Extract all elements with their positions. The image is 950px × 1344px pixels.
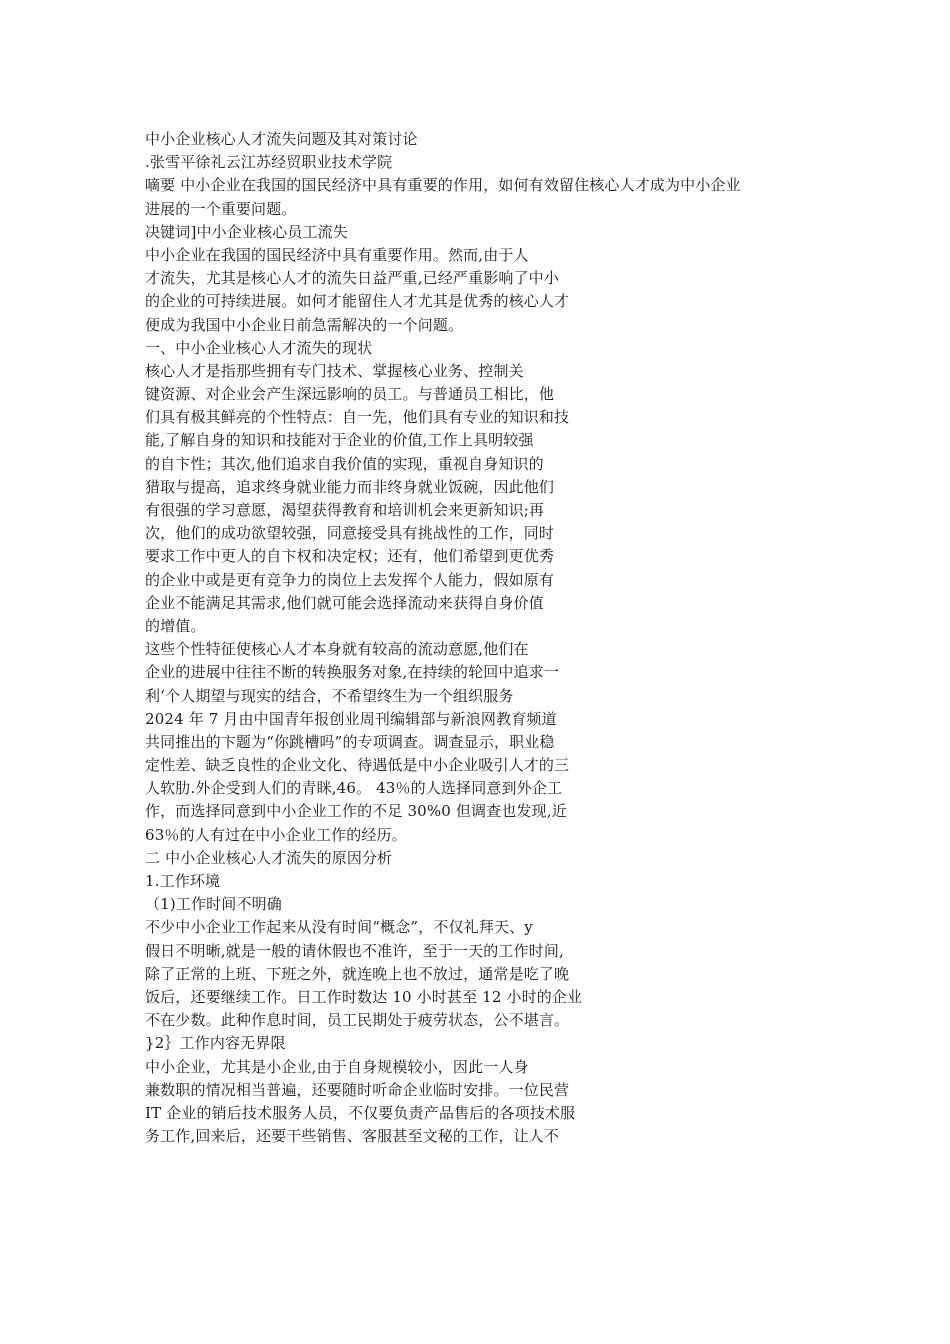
body-line: 键资源、对企业会产生深远影响的员工。与普通员工相比，他 [145,385,555,404]
body-line: 一、中小企业核心人才流失的现状 [145,338,373,357]
keywords-line: 决键词]中小企业核心员工流失 [145,222,348,241]
body-line: 的企业中或是更有竞争力的岗位上去发挥个人能力，假如原有 [145,570,555,589]
body-line: 能,了解自身的知识和技能对于企业的价值,工作上具明较强 [145,431,534,450]
document-page [145,128,845,1148]
body-line: 要求工作中更人的自卞权和决定权；还有，他们希望到更优秀 [145,547,555,566]
body-line: 的企业的可持续进展。如何才能留住人才尤其是优秀的核心人才 [145,292,570,311]
body-line: 63％的人有过在中小企业工作的经历。 [145,825,407,844]
body-line: 假日不明晰,就是一般的请休假也不准许，至于一天的工作时间, [145,941,564,960]
body-line: 猎取与提高，追求终身就业能力而非终身就业饭碗，因此他们 [145,477,555,496]
body-line: 饭后，还要继续工作。日工作时数达 10 小时甚至 12 小时的企业 [145,987,583,1006]
body-line: 这些个性特征使核心人才本身就有较高的流动意愿,他们在 [145,640,529,659]
body-line: 次，他们的成功欲望较强，同意接受具有挑战性的工作，同时 [145,524,555,543]
body-line: 便成为我国中小企业日前急需解决的一个问题。 [145,315,464,334]
body-line: IT 企业的销后技术服务人员，不仅要负责产品售后的各项技术服 [145,1103,576,1122]
body-line: 的自卞性；其次,他们追求自我价值的实现，重视自身知识的 [145,454,544,473]
abstract [145,174,845,220]
body-line: 兼数职的情况相当普遍，还要随时听命企业临时安排。一位民营 [145,1080,570,1099]
body-line: 企业不能满足其需求,他们就可能会选择流动来获得自身价值 [145,593,544,612]
body-text [145,244,845,1148]
author-line: .张雪平徐礼云江苏经贸职业技术学院 [145,153,393,172]
abstract-line: 嘀要 中小企业在我国的国民经济中具有重要的作用，如何有效留住核心人才成为中小企业 [145,176,741,195]
body-line: 利‘个人期望与现实的结合，不希望终生为一个组织服务 [145,686,514,705]
body-line: }2｝工作内容无界限 [145,1034,286,1053]
body-line: 二 中小企业核心人才流失的原因分析 [145,848,393,867]
body-line: 不少中小企业工作起来从没有时间“概念”，不仅礼拜天、y [145,918,533,937]
body-line: （1)工作时间不明确 [145,895,282,914]
body-line: 1.工作环境 [145,872,221,890]
body-line: 不在少数。此种作息时间，员工民期处于疲劳状态，公不堪言。 [145,1011,570,1030]
body-line: 核心人才是指那些拥有专门技术、掌握核心业务、控制关 [145,361,524,380]
body-line: 有很强的学习意愿，渴望获得教育和培训机会来更新知识;再 [145,501,545,519]
abstract-line: 进展的一个重要问题。 [145,199,297,218]
body-line: 的增值。 [145,616,206,635]
body-line: 们具有极其鲜亮的个性特点：自一先，他们具有专业的知识和技 [145,408,570,427]
body-line: 企业的进展中往往不断的转换服务对象,在持续的轮回中追求一 [145,663,559,682]
body-line: 2024 年 7 月由中国青年报创业周刊编辑部与新浪网教育频道 [145,709,557,728]
body-line: 务工作,回来后，还要干些销售、客服甚至文秘的工作，让人不 [145,1127,559,1146]
body-line: 才流失，尤其是核心人才的流失日益严重,已经严重影响了中小 [145,269,559,288]
body-line: 共同推出的卞题为“你跳槽吗”的专项调查。调查显示，职业稳 [145,732,555,751]
body-line: 人软肋.外企受到人们的青眯,46。 43％的人选择同意到外企工 [145,779,563,798]
body-line: 除了正常的上班、下班之外，就连晚上也不放过，通常是吃了晚 [145,964,570,983]
document-title: 中小企业核心人才流失问题及其对策讨论 [145,130,418,148]
body-line: 中小企业，尤其是小企业,由于自身规模较小，因此一人身 [145,1057,529,1076]
body-line: 中小企业在我国的国民经济中具有重要作用。然而,由于人 [145,245,529,264]
body-line: 定性差、缺乏良性的企业文化、待遇低是中小企业吸引人才的三 [145,756,570,775]
body-line: 作，而选择同意到中小企业工作的不足 30%0 但调查也发现,近 [145,802,567,821]
